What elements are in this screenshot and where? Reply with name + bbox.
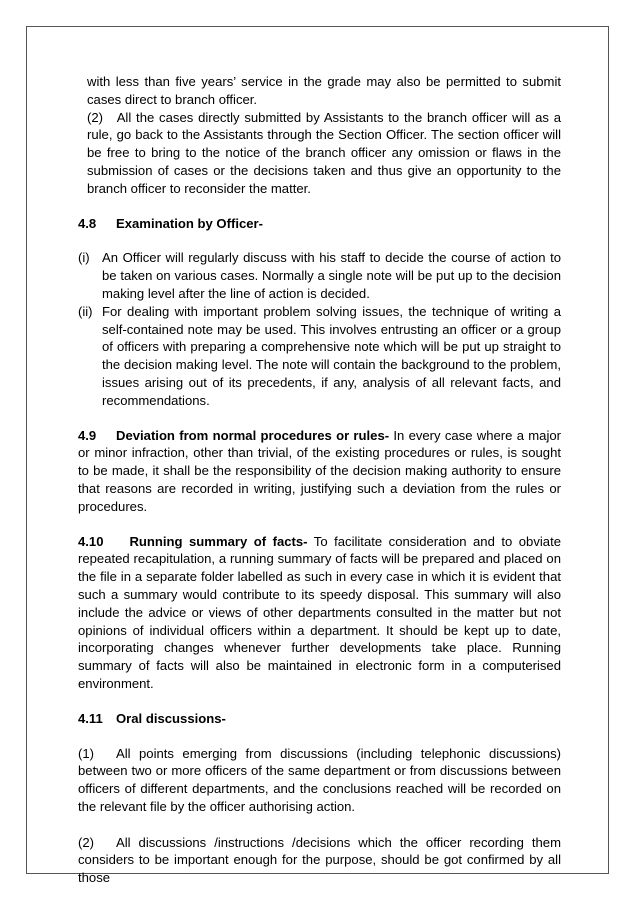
list-item-text: An Officer will regularly discuss with his staff to decide the course of action to be taken on various cases. Normally a single note will be put up to the decision making level after the line of action is decided.: [102, 250, 561, 301]
section-4-11-item-1: [78, 745, 561, 816]
list-marker: (ii): [78, 303, 93, 319]
section-4-9-text: In every case where a major or minor infraction, other than trivial, of the existing procedures or rules, is sought to be made, it shall be the responsibility of the decision making authority to ensure that reasons are recorded in writing, justifying such a deviation from the rules or procedures.: [78, 427, 561, 514]
section-4-11-title: Oral discussions-: [116, 710, 226, 726]
section-4-9-title: Deviation from normal procedures or rules-: [116, 427, 390, 443]
section-4-11-item-2: [78, 834, 561, 887]
section-4-9-number: 4.9: [78, 427, 97, 443]
section-4-10-text: To facilitate consideration and to obviate repeated recapitulation, a running summary of facts will be prepared and placed on the file in a separate folder labelled as such in every case in which it is evident that such a summary would contribute to its speedy disposal. This summary will also include the advice or views of other departments consulted in the matter but not opinions of individual officers within a department. It should be kept up to date, incorporating changes whenever further developments take place. Running summary of facts will also be maintained in electronic form in a computerised environment.: [78, 533, 561, 691]
section-4-10-title: Running summary of facts-: [129, 533, 308, 549]
list-marker: (1): [78, 745, 95, 761]
intro-block: [78, 73, 561, 198]
document-body: [78, 73, 561, 887]
section-4-8-number: 4.8: [78, 215, 97, 231]
intro-item-2-marker: (2): [87, 109, 104, 125]
list-item-text: All discussions /instructions /decisions which the officer recording them considers to be important enough for the purpose, should be got confirmed by all those: [78, 834, 561, 886]
section-4-11-number: 4.11: [78, 710, 103, 726]
intro-item-2-text: All the cases directly submitted by Assistants to the branch officer will as a rule, go back to the Assistants through the Section Officer. The section officer will be free to bring to the notice of the branch officer any omission or flaws in the submission of cases or the decisions taken and thus give an opportunity to the branch officer to reconsider the matter.: [87, 109, 561, 196]
intro-item-2: [87, 109, 561, 198]
section-4-8-heading: [78, 215, 561, 233]
section-4-8-title: Examination by Officer-: [116, 215, 263, 231]
list-marker: (i): [78, 250, 90, 266]
section-4-11-heading: [78, 710, 561, 728]
section-4-9: [78, 427, 561, 516]
section-4-8-item-ii: [78, 303, 561, 410]
list-marker: (2): [78, 834, 95, 850]
list-item-text: For dealing with important problem solving issues, the technique of writing a self-contained note may be used. This involves entrusting an officer or a group of officers with preparing a comprehensive note which will be put up straight to the decision making level. The note will contain the background to the problem, issues arising out of its precedents, if any, analysis of all relevant facts, and recommendations.: [102, 303, 561, 408]
list-item-text: All points emerging from discussions (including telephonic discussions) between two or more officers of the same department or from discussions between officers of different departments, and the conclusions reached will be recorded on the relevant file by the officer authorising action.: [78, 745, 561, 814]
section-4-10: [78, 533, 561, 693]
section-4-10-number: 4.10: [78, 533, 104, 549]
section-4-8-item-i: [78, 249, 561, 302]
intro-continuation: with less than five years’ service in the grade may also be permitted to submit cases direct to branch officer.: [87, 74, 561, 107]
